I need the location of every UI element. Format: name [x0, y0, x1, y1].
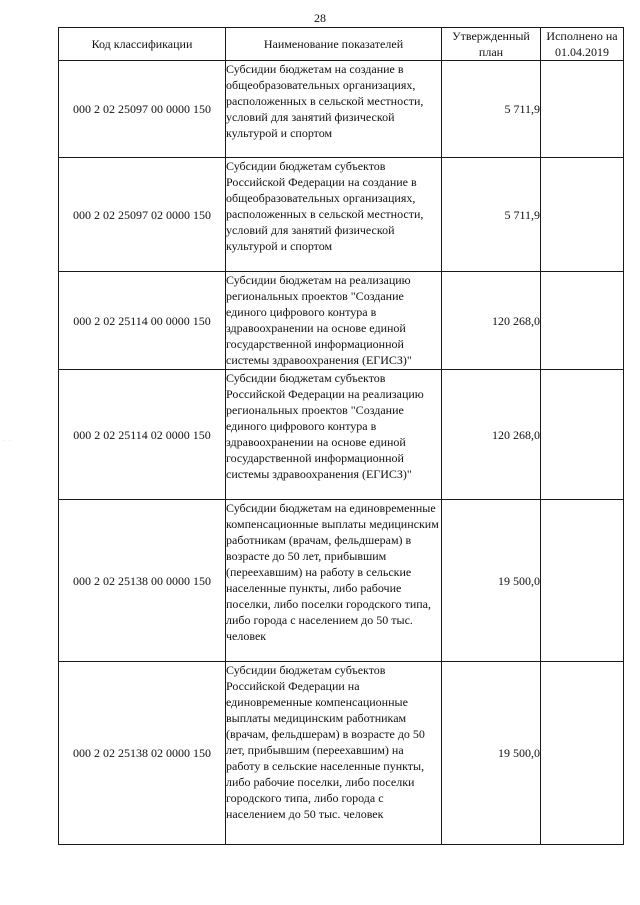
row-code: 000 2 02 25114 00 0000 150	[59, 272, 226, 370]
row-done	[541, 500, 624, 662]
table-row	[59, 500, 624, 662]
row-plan: 19 500,0	[442, 662, 541, 845]
header-done: Исполнено на 01.04.2019	[541, 28, 624, 61]
row-plan: 5 711,9	[442, 61, 541, 158]
table-row	[59, 370, 624, 500]
row-name-text: Субсидии бюджетам субъектов Российской Федерации на создание в общеобразовательных организациях, расположенных в сельской местности, условий для занятий физической культурой и спортом	[226, 159, 424, 253]
scan-margin-mark: · ·	[3, 438, 12, 444]
row-done	[541, 158, 624, 272]
budget-table	[58, 27, 624, 845]
row-name	[226, 662, 442, 845]
row-done	[541, 61, 624, 158]
table-row	[59, 158, 624, 272]
row-name-text: Субсидии бюджетам на реализацию региональных проектов "Создание единого цифрового контура в здравоохранении на основе единой государственной информационной системы здравоохранения (ЕГИСЗ)"	[226, 273, 412, 367]
row-done	[541, 370, 624, 500]
row-name-text: Субсидии бюджетам субъектов Российской Федерации на реализацию региональных проектов "Создание единого цифрового контура в здравоохранении на основе единой государственной информационной системы здравоохранения (ЕГИСЗ)"	[226, 371, 424, 481]
row-name-text: Субсидии бюджетам на создание в общеобразовательных организациях, расположенных в сельской местности, условий для занятий физической культурой и спортом	[226, 62, 424, 140]
row-code: 000 2 02 25114 02 0000 150	[59, 370, 226, 500]
row-code: 000 2 02 25097 00 0000 150	[59, 61, 226, 158]
row-name	[226, 158, 442, 272]
table-header	[59, 28, 624, 61]
row-plan: 120 268,0	[442, 370, 541, 500]
row-code: 000 2 02 25138 02 0000 150	[59, 662, 226, 845]
row-name-text: Субсидии бюджетам на единовременные компенсационные выплаты медицинским работникам (врачам, фельдшерам) в возрасте до 50 лет, прибывшим (переехавшим) на работу в сельские населенные пункты, либо рабочие поселки, либо поселки городского типа, либо города с населением до 50 тыс. человек	[226, 501, 439, 643]
row-name-text: Субсидии бюджетам субъектов Российской Федерации на единовременные компенсационные выплаты медицинским работникам (врачам, фельдшерам) в возрасте до 50 лет, прибывшим (переехавшим) на работу в сельские населенные пункты, либо рабочие поселки, либо поселки городского типа, либо города с населением до 50 тыс. человек	[226, 663, 425, 821]
row-name	[226, 370, 442, 500]
row-done	[541, 272, 624, 370]
header-name: Наименование показателей	[226, 28, 442, 61]
table-row	[59, 662, 624, 845]
table-row	[59, 272, 624, 370]
row-name	[226, 61, 442, 158]
page-number: 28	[314, 11, 326, 25]
row-code: 000 2 02 25138 00 0000 150	[59, 500, 226, 662]
header-code: Код классификации	[59, 28, 226, 61]
header-row	[59, 28, 624, 61]
row-done	[541, 662, 624, 845]
row-plan: 120 268,0	[442, 272, 541, 370]
table-row	[59, 61, 624, 158]
table-body	[59, 61, 624, 845]
row-code: 000 2 02 25097 02 0000 150	[59, 158, 226, 272]
row-name	[226, 500, 442, 662]
header-plan: Утвержденный план	[442, 28, 541, 61]
row-plan: 19 500,0	[442, 500, 541, 662]
row-plan: 5 711,9	[442, 158, 541, 272]
row-name	[226, 272, 442, 370]
